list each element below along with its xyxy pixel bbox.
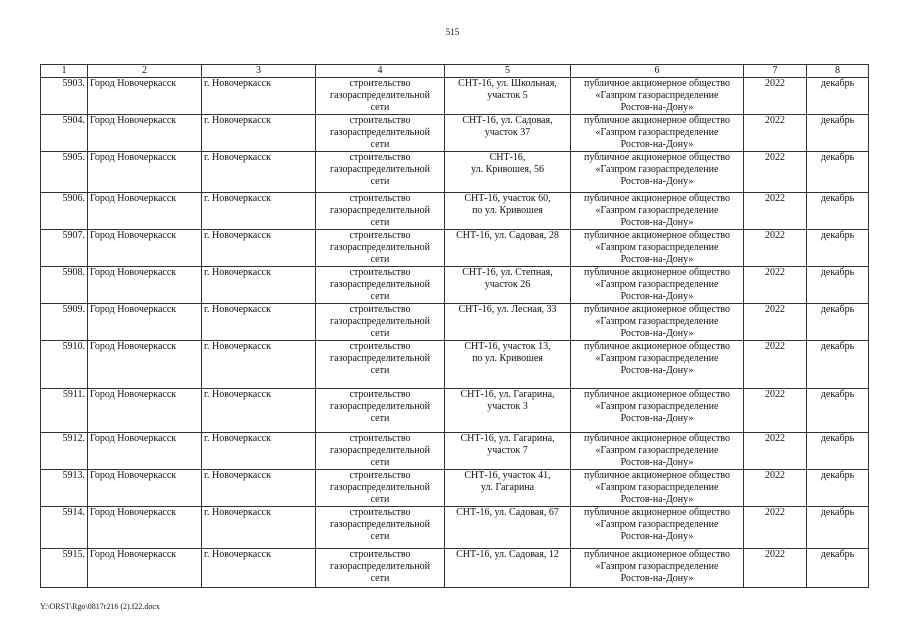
month-cell: декабрь bbox=[807, 470, 869, 507]
table-row bbox=[41, 78, 869, 115]
district-cell: Город Новочеркасск bbox=[88, 115, 202, 152]
table-row bbox=[41, 304, 869, 341]
column-header: 2 bbox=[88, 65, 202, 78]
organization-cell: публичное акционерное общество «Газпром газораспределение Ростов-на-Дону» bbox=[571, 115, 744, 152]
row-number: 5912. bbox=[41, 433, 88, 470]
month-cell: декабрь bbox=[807, 507, 869, 549]
work-type-cell: строительство газораспределительной сети bbox=[316, 230, 445, 267]
district-cell: Город Новочеркасск bbox=[88, 507, 202, 549]
settlement-cell: г. Новочеркасск bbox=[202, 549, 316, 588]
district-cell: Город Новочеркасск bbox=[88, 433, 202, 470]
work-type-cell: строительство газораспределительной сети bbox=[316, 389, 445, 433]
settlement-cell: г. Новочеркасск bbox=[202, 341, 316, 389]
table-row bbox=[41, 230, 869, 267]
settlement-cell: г. Новочеркасск bbox=[202, 433, 316, 470]
month-cell: декабрь bbox=[807, 433, 869, 470]
month-cell: декабрь bbox=[807, 267, 869, 304]
organization-cell: публичное акционерное общество «Газпром газораспределение Ростов-на-Дону» bbox=[571, 433, 744, 470]
table-row bbox=[41, 115, 869, 152]
organization-cell: публичное акционерное общество «Газпром газораспределение Ростов-на-Дону» bbox=[571, 267, 744, 304]
organization-cell: публичное акционерное общество «Газпром газораспределение Ростов-на-Дону» bbox=[571, 389, 744, 433]
work-type-cell: строительство газораспределительной сети bbox=[316, 115, 445, 152]
row-number: 5911. bbox=[41, 389, 88, 433]
year-cell: 2022 bbox=[744, 152, 807, 193]
row-number: 5914. bbox=[41, 507, 88, 549]
work-type-cell: строительство газораспределительной сети bbox=[316, 267, 445, 304]
row-number: 5913. bbox=[41, 470, 88, 507]
row-number: 5906. bbox=[41, 193, 88, 230]
table-row bbox=[41, 152, 869, 193]
year-cell: 2022 bbox=[744, 304, 807, 341]
column-header: 5 bbox=[445, 65, 571, 78]
organization-cell: публичное акционерное общество «Газпром газораспределение Ростов-на-Дону» bbox=[571, 152, 744, 193]
organization-cell: публичное акционерное общество «Газпром газораспределение Ростов-на-Дону» bbox=[571, 470, 744, 507]
work-type-cell: строительство газораспределительной сети bbox=[316, 304, 445, 341]
address-cell: СНТ-16, ул. Гагарина, участок 7 bbox=[445, 433, 571, 470]
column-header: 4 bbox=[316, 65, 445, 78]
table-row bbox=[41, 193, 869, 230]
organization-cell: публичное акционерное общество «Газпром газораспределение Ростов-на-Дону» bbox=[571, 341, 744, 389]
address-cell: СНТ-16, ул. Кривошея, 56 bbox=[445, 152, 571, 193]
month-cell: декабрь bbox=[807, 389, 869, 433]
column-header: 1 bbox=[41, 65, 88, 78]
settlement-cell: г. Новочеркасск bbox=[202, 78, 316, 115]
address-cell: СНТ-16, ул. Садовая, 67 bbox=[445, 507, 571, 549]
column-header: 6 bbox=[571, 65, 744, 78]
district-cell: Город Новочеркасск bbox=[88, 304, 202, 341]
table-row bbox=[41, 470, 869, 507]
row-number: 5909. bbox=[41, 304, 88, 341]
table-row bbox=[41, 389, 869, 433]
footer-file-path: Y:\ORST\Rgo\0817r216 (2).f22.docx bbox=[40, 602, 160, 611]
row-number: 5904. bbox=[41, 115, 88, 152]
settlement-cell: г. Новочеркасск bbox=[202, 389, 316, 433]
organization-cell: публичное акционерное общество «Газпром газораспределение Ростов-на-Дону» bbox=[571, 507, 744, 549]
column-header: 3 bbox=[202, 65, 316, 78]
organization-cell: публичное акционерное общество «Газпром газораспределение Ростов-на-Дону» bbox=[571, 78, 744, 115]
settlement-cell: г. Новочеркасск bbox=[202, 507, 316, 549]
data-table bbox=[40, 64, 869, 588]
settlement-cell: г. Новочеркасск bbox=[202, 230, 316, 267]
table-row bbox=[41, 341, 869, 389]
address-cell: СНТ-16, ул. Гагарина, участок 3 bbox=[445, 389, 571, 433]
year-cell: 2022 bbox=[744, 389, 807, 433]
table-row bbox=[41, 267, 869, 304]
year-cell: 2022 bbox=[744, 115, 807, 152]
organization-cell: публичное акционерное общество «Газпром газораспределение Ростов-на-Дону» bbox=[571, 549, 744, 588]
year-cell: 2022 bbox=[744, 193, 807, 230]
year-cell: 2022 bbox=[744, 341, 807, 389]
month-cell: декабрь bbox=[807, 193, 869, 230]
row-number: 5908. bbox=[41, 267, 88, 304]
month-cell: декабрь bbox=[807, 230, 869, 267]
settlement-cell: г. Новочеркасск bbox=[202, 470, 316, 507]
work-type-cell: строительство газораспределительной сети bbox=[316, 507, 445, 549]
column-header: 7 bbox=[744, 65, 807, 78]
organization-cell: публичное акционерное общество «Газпром газораспределение Ростов-на-Дону» bbox=[571, 193, 744, 230]
month-cell: декабрь bbox=[807, 549, 869, 588]
district-cell: Город Новочеркасск bbox=[88, 389, 202, 433]
work-type-cell: строительство газораспределительной сети bbox=[316, 78, 445, 115]
address-cell: СНТ-16, участок 60, по ул. Кривошея bbox=[445, 193, 571, 230]
table-row bbox=[41, 507, 869, 549]
year-cell: 2022 bbox=[744, 78, 807, 115]
address-cell: СНТ-16, ул. Садовая, 12 bbox=[445, 549, 571, 588]
settlement-cell: г. Новочеркасск bbox=[202, 267, 316, 304]
district-cell: Город Новочеркасск bbox=[88, 341, 202, 389]
month-cell: декабрь bbox=[807, 304, 869, 341]
address-cell: СНТ-16, ул. Лесная, 33 bbox=[445, 304, 571, 341]
row-number: 5905. bbox=[41, 152, 88, 193]
work-type-cell: строительство газораспределительной сети bbox=[316, 341, 445, 389]
row-number: 5910. bbox=[41, 341, 88, 389]
year-cell: 2022 bbox=[744, 549, 807, 588]
settlement-cell: г. Новочеркасск bbox=[202, 115, 316, 152]
address-cell: СНТ-16, ул. Садовая, участок 37 bbox=[445, 115, 571, 152]
district-cell: Город Новочеркасск bbox=[88, 470, 202, 507]
work-type-cell: строительство газораспределительной сети bbox=[316, 152, 445, 193]
year-cell: 2022 bbox=[744, 470, 807, 507]
year-cell: 2022 bbox=[744, 433, 807, 470]
settlement-cell: г. Новочеркасск bbox=[202, 193, 316, 230]
district-cell: Город Новочеркасск bbox=[88, 549, 202, 588]
address-cell: СНТ-16, ул. Садовая, 28 bbox=[445, 230, 571, 267]
work-type-cell: строительство газораспределительной сети bbox=[316, 470, 445, 507]
district-cell: Город Новочеркасск bbox=[88, 193, 202, 230]
address-cell: СНТ-16, ул. Степная, участок 26 bbox=[445, 267, 571, 304]
settlement-cell: г. Новочеркасск bbox=[202, 304, 316, 341]
district-cell: Город Новочеркасск bbox=[88, 267, 202, 304]
year-cell: 2022 bbox=[744, 267, 807, 304]
month-cell: декабрь bbox=[807, 78, 869, 115]
month-cell: декабрь bbox=[807, 152, 869, 193]
column-header: 8 bbox=[807, 65, 869, 78]
address-cell: СНТ-16, участок 41, ул. Гагарина bbox=[445, 470, 571, 507]
year-cell: 2022 bbox=[744, 507, 807, 549]
row-number: 5907. bbox=[41, 230, 88, 267]
work-type-cell: строительство газораспределительной сети bbox=[316, 193, 445, 230]
year-cell: 2022 bbox=[744, 230, 807, 267]
work-type-cell: строительство газораспределительной сети bbox=[316, 549, 445, 588]
table-header-row bbox=[41, 65, 869, 78]
month-cell: декабрь bbox=[807, 115, 869, 152]
row-number: 5915. bbox=[41, 549, 88, 588]
address-cell: СНТ-16, участок 13, по ул. Кривошея bbox=[445, 341, 571, 389]
address-cell: СНТ-16, ул. Школьная, участок 5 bbox=[445, 78, 571, 115]
row-number: 5903. bbox=[41, 78, 88, 115]
district-cell: Город Новочеркасск bbox=[88, 152, 202, 193]
organization-cell: публичное акционерное общество «Газпром газораспределение Ростов-на-Дону» bbox=[571, 230, 744, 267]
work-type-cell: строительство газораспределительной сети bbox=[316, 433, 445, 470]
page-number: 515 bbox=[445, 27, 460, 37]
month-cell: декабрь bbox=[807, 341, 869, 389]
table-row bbox=[41, 549, 869, 588]
table-row bbox=[41, 433, 869, 470]
district-cell: Город Новочеркасск bbox=[88, 78, 202, 115]
organization-cell: публичное акционерное общество «Газпром газораспределение Ростов-на-Дону» bbox=[571, 304, 744, 341]
settlement-cell: г. Новочеркасск bbox=[202, 152, 316, 193]
district-cell: Город Новочеркасск bbox=[88, 230, 202, 267]
